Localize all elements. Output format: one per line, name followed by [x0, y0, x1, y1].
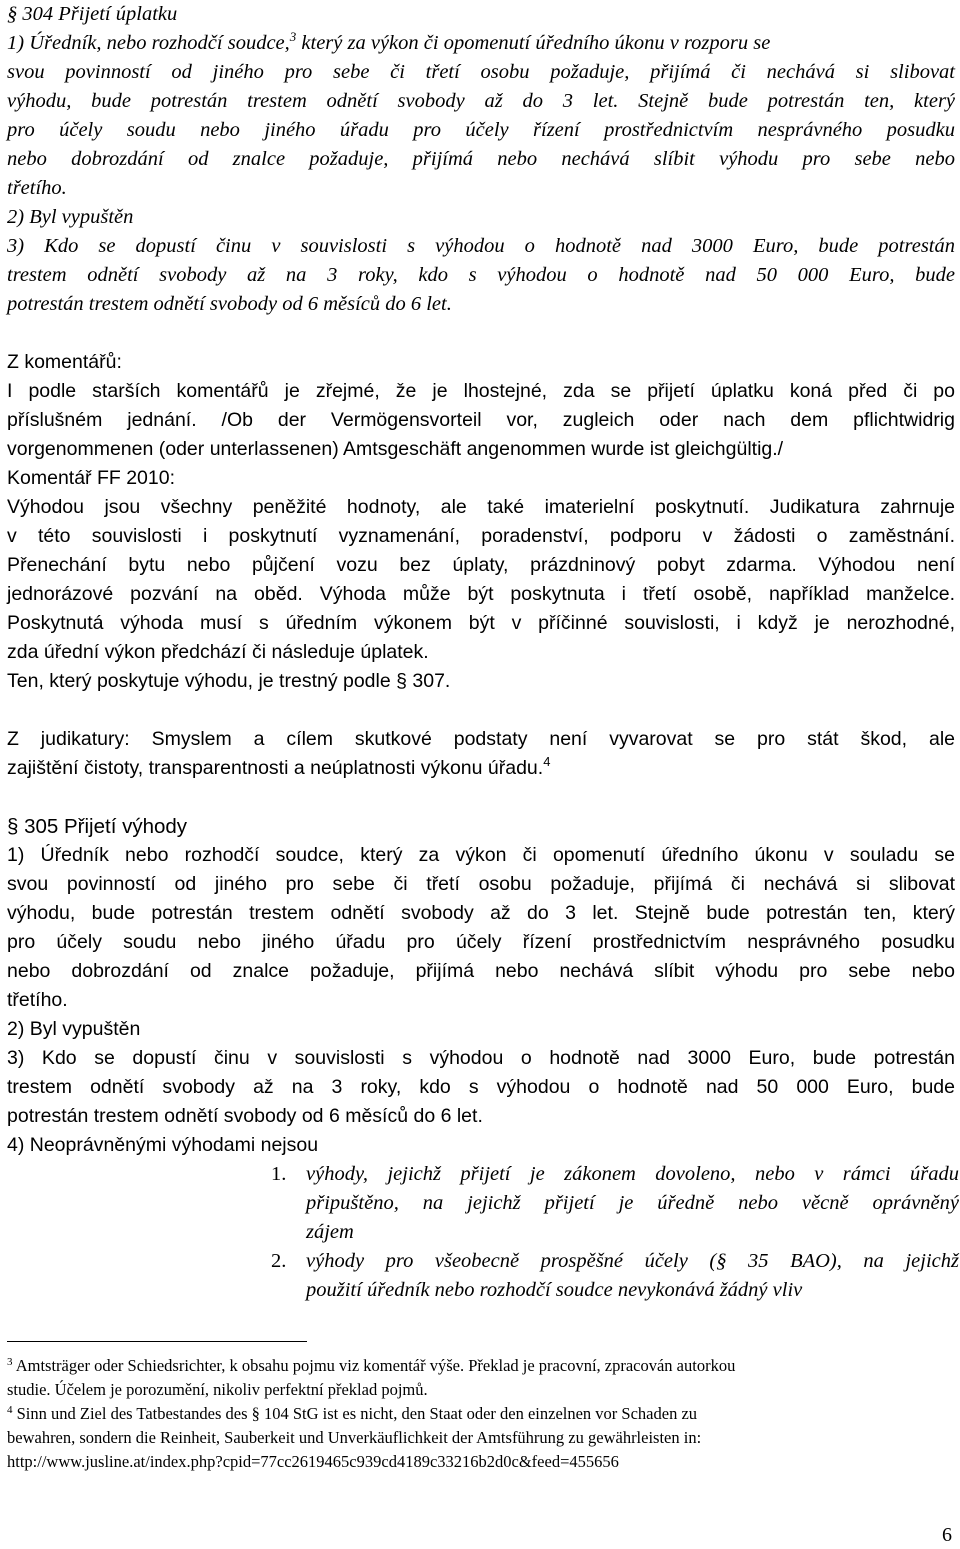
text-line: Poskytnutá výhoda musí s úředním výkonem být v příčinné souvislosti, i když je nerozhodné, — [7, 612, 955, 634]
footnote-link[interactable]: http://www.jusline.at/index.php?cpid=77cc2619465c939cd4189c33216b2d0c&feed=455656 — [7, 1452, 619, 1471]
exceptions-list — [271, 1160, 959, 1305]
text-line — [7, 1402, 955, 1426]
text-fragment: výhodu, bude potrestán trestem odnětí svobody až do 3 let. — [7, 90, 619, 112]
text-line: trestem odnětí svobody až na 3 roky, kdo s výhodou o hodnotě nad 50 000 Euro, bude — [7, 264, 955, 286]
text-line: Z judikatury: Smyslem a cílem skutkové podstaty není vyvarovat se pro stát škod, ale — [7, 728, 955, 750]
text-line: nebo dobrozdání od znalce požaduje, přijímá nebo nechává slíbit výhodu pro sebe nebo — [7, 148, 955, 170]
list-item-body — [306, 1160, 959, 1247]
commentary-ff-last-line: Ten, který poskytuje výhodu, je trestný podle § 307. — [7, 670, 451, 692]
text-line — [7, 29, 955, 58]
text-line — [7, 1354, 955, 1378]
text-line: třetího. — [7, 177, 67, 199]
text-line: trestem odnětí svobody až na 3 roky, kdo s výhodou o hodnotě nad 50 000 Euro, bude — [7, 1076, 955, 1098]
text-line: výhodu, bude potrestán trestem odnětí svobody až do 3 let. Stejně bude potrestán ten, který — [7, 902, 955, 924]
text-line: potrestán trestem odnětí svobody od 6 měsíců do 6 let. — [7, 293, 452, 315]
text-line: 3) Kdo se dopustí činu v souvislosti s výhodou o hodnotě nad 3000 Euro, bude potrestán — [7, 235, 955, 257]
footnote-number: 3 — [7, 1356, 13, 1368]
footnote-3 — [7, 1354, 955, 1402]
text-line: potrestán trestem odnětí svobody od 6 měsíců do 6 let. — [7, 1105, 483, 1127]
text-line: použití úředník nebo rozhodčí soudce nevykonává žádný vliv — [306, 1279, 803, 1301]
text-line: vorgenommenen (oder unterlassenen) Amtsgeschäft angenommen wurde ist gleichgültig./ — [7, 438, 784, 460]
text-line: v této souvislosti i poskytnutí vyznamenání, poradenství, podporu v žádosti o zaměstnání. — [7, 525, 955, 547]
footnote-4 — [7, 1402, 955, 1474]
list-item-number: 1. — [271, 1163, 287, 1185]
section-304-paragraph-2: 2) Byl vypuštěn — [7, 206, 134, 228]
footnote-separator — [7, 1341, 307, 1342]
text-line: výhody pro všeobecně prospěšné účely (§ 35 BAO), na jejichž — [306, 1250, 959, 1272]
comments-paragraph — [7, 377, 955, 464]
commentary-ff-heading: Komentář FF 2010: — [7, 467, 175, 489]
text-line: pro účely soudu nebo jiného úřadu pro účely řízení prostřednictvím nesprávného posudku — [7, 931, 955, 953]
text-line: pro účely soudu nebo jiného úřadu pro účely řízení prostřednictvím nesprávného posudku — [7, 119, 955, 141]
text-line: I podle starších komentářů je zřejmé, že je lhostejné, zda se přijetí úplatku koná před či po — [7, 380, 955, 402]
text-fragment: Sinn und Ziel des Tatbestandes des § 104 StG ist es nicht, den Staat oder den einzelnen vor Schaden zu — [16, 1404, 698, 1423]
text-line: svou povinností od jiného pro sebe či třetí osobu požaduje, přijímá či nechává si slibovat — [7, 873, 955, 895]
text-line: výhody, jejichž přijetí je zákonem dovoleno, nebo v rámci úřadu — [306, 1163, 959, 1185]
commentary-ff-paragraph — [7, 493, 955, 667]
section-305-paragraph-1 — [7, 841, 955, 1015]
text-line — [7, 87, 955, 116]
text-line — [7, 754, 955, 783]
text-line: příslušném jednání. /Ob der Vermögensvorteil vor, zugleich oder nach dem pflichtwidrig — [7, 409, 955, 431]
text-line: Přenechání bytu nebo půjčení vozu bez úplaty, prázdninový pobyt zdarma. Výhodou není — [7, 554, 955, 576]
text-line: studie. Účelem je porozumění, nikoliv perfektní překlad pojmů. — [7, 1380, 428, 1399]
text-line: nebo dobrozdání od znalce požaduje, přijímá nebo nechává slíbit výhodu pro sebe nebo — [7, 960, 955, 982]
text-line: svou povinností od jiného pro sebe či třetí osobu požaduje, přijímá či nechává si slibovat — [7, 61, 955, 83]
section-304-paragraph-3 — [7, 232, 955, 319]
page-number: 6 — [942, 1524, 952, 1546]
text-line: 1) Úředník nebo rozhodčí soudce, který za výkon či opomenutí úředního úkonu v souladu se — [7, 844, 955, 866]
section-304-title: § 304 Přijetí úplatku — [7, 3, 178, 25]
list-item — [271, 1247, 959, 1305]
text-fragment: 1) Úředník, nebo rozhodčí soudce, — [7, 32, 290, 54]
text-line: zda úřední výkon předchází či následuje úplatek. — [7, 641, 429, 663]
text-line: Výhodou jsou všechny peněžité hodnoty, ale také imaterielní poskytnutí. Judikatura zahrnuje — [7, 496, 955, 518]
text-fragment: zajištění čistoty, transparentnosti a neúplatnosti výkonu úřadu. — [7, 757, 544, 779]
text-line: jednorázové pozvání na oběd. Výhoda může být poskytnuta i třetí osobě, například manželce. — [7, 583, 955, 605]
text-line: bewahren, sondern die Reinheit, Sauberkeit und Unverkäuflichkeit der Amtsführung zu gewährleisten in: — [7, 1428, 702, 1447]
footnote-number: 4 — [7, 1404, 13, 1416]
list-item — [271, 1160, 959, 1247]
text-fragment: který za výkon či opomenutí úředního úkonu v rozporu se — [301, 32, 771, 54]
text-line: třetího. — [7, 989, 68, 1011]
case-law-paragraph — [7, 725, 955, 783]
list-item-body — [306, 1247, 959, 1305]
section-305-paragraph-3 — [7, 1044, 955, 1131]
footnote-ref-4[interactable]: 4 — [543, 754, 551, 769]
text-line: připuštěno, na jejichž přijetí je úředně nebo věcně oprávněný — [306, 1192, 959, 1214]
section-304-paragraph-1 — [7, 29, 955, 203]
section-305-paragraph-4: 4) Neoprávněnými výhodami nejsou — [7, 1134, 319, 1156]
text-line: 3) Kdo se dopustí činu v souvislosti s výhodou o hodnotě nad 3000 Euro, bude potrestán — [7, 1047, 955, 1069]
section-305-paragraph-2: 2) Byl vypuštěn — [7, 1018, 141, 1040]
list-item-number: 2. — [271, 1250, 287, 1272]
comments-heading: Z komentářů: — [7, 351, 122, 373]
text-line: zájem — [306, 1221, 354, 1243]
section-305-title: § 305 Přijetí výhody — [7, 815, 188, 838]
text-fragment: Stejně bude potrestán ten, který — [638, 90, 956, 112]
text-fragment: Amtsträger oder Schiedsrichter, k obsahu pojmu viz komentář výše. Překlad je pracovní, zpracován autorkou — [15, 1356, 736, 1375]
document-page — [7, 0, 959, 1474]
footnote-ref-3[interactable]: 3 — [289, 29, 297, 44]
